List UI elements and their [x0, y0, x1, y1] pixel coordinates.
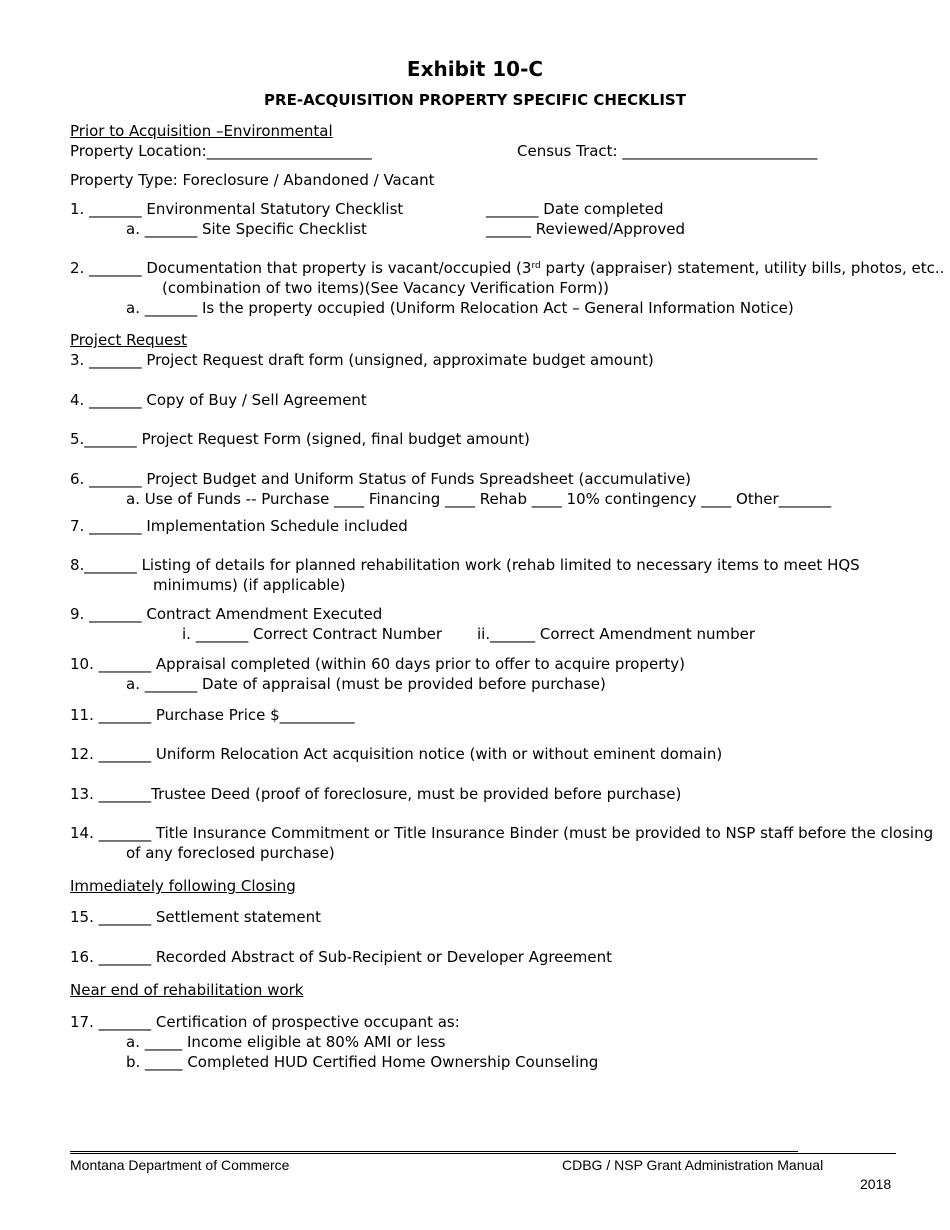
item-2-text-cont: party (appraiser) statement, utility bills, photos, etc..	[540, 259, 945, 277]
item-11: 11. _______ Purchase Price $__________	[70, 706, 355, 724]
item-17a: a. _____ Income eligible at 80% AMI or less	[126, 1033, 446, 1051]
item-2-continued: (combination of two items)(See Vacancy Verification Form))	[162, 279, 609, 297]
item-15: 15. _______ Settlement statement	[70, 908, 322, 926]
page-title: PRE-ACQUISITION PROPERTY SPECIFIC CHECKLIST	[264, 91, 686, 109]
item-12: 12. _______ Uniform Relocation Act acquisition notice (with or without eminent domain)	[70, 745, 723, 763]
item-3: 3. _______ Project Request draft form (unsigned, approximate budget amount)	[70, 351, 654, 369]
item-9i: i. _______ Correct Contract Number	[182, 625, 443, 643]
item-1a-reviewed: ______ Reviewed/Approved	[486, 220, 686, 238]
item-14: 14. _______ Title Insurance Commitment or Title Insurance Binder (must be provided to NSP staff before the closing	[70, 824, 934, 842]
property-location-field: Property Location:______________________	[70, 142, 372, 160]
item-1a: a. _______ Site Specific Checklist	[126, 220, 367, 238]
item-14-continued: of any foreclosed purchase)	[126, 844, 335, 862]
footer-year: 2018	[860, 1176, 892, 1192]
section-project-request: Project Request	[70, 331, 188, 349]
item-6a: a. Use of Funds -- Purchase ____ Financing ____ Rehab ____ 10% contingency ____ Other_______	[126, 490, 832, 508]
footer-rule-long	[70, 1153, 896, 1154]
item-13: 13. _______Trustee Deed (proof of foreclosure, must be provided before purchase)	[70, 785, 682, 803]
item-1-date-completed: _______ Date completed	[486, 200, 664, 218]
section-rehab: Near end of rehabilitation work	[70, 981, 304, 999]
item-9: 9. _______ Contract Amendment Executed	[70, 605, 383, 623]
item-8: 8._______ Listing of details for planned rehabilitation work (rehab limited to necessary items to meet HQS	[70, 556, 860, 574]
item-17b: b. _____ Completed HUD Certified Home Ownership Counseling	[126, 1053, 599, 1071]
item-17: 17. _______ Certification of prospective occupant as:	[70, 1013, 460, 1031]
exhibit-title: Exhibit 10-C	[406, 57, 544, 81]
item-1: 1. _______ Environmental Statutory Checklist	[70, 200, 404, 218]
section-closing: Immediately following Closing	[70, 877, 296, 895]
item-16: 16. _______ Recorded Abstract of Sub-Recipient or Developer Agreement	[70, 948, 612, 966]
item-5: 5._______ Project Request Form (signed, final budget amount)	[70, 430, 530, 448]
item-8-continued: minimums) (if applicable)	[153, 576, 346, 594]
item-2a: a. _______ Is the property occupied (Uniform Relocation Act – General Information Notice)	[126, 299, 794, 317]
item-2-superscript: rd	[531, 261, 541, 271]
item-4: 4. _______ Copy of Buy / Sell Agreement	[70, 391, 367, 409]
item-7: 7. _______ Implementation Schedule included	[70, 517, 408, 535]
section-environmental: Prior to Acquisition –Environmental	[70, 122, 333, 140]
footer-right: CDBG / NSP Grant Administration Manual	[562, 1157, 824, 1173]
item-10: 10. _______ Appraisal completed (within 60 days prior to offer to acquire property)	[70, 655, 685, 673]
item-6: 6. _______ Project Budget and Uniform Status of Funds Spreadsheet (accumulative)	[70, 470, 692, 488]
footer-left: Montana Department of Commerce	[70, 1157, 290, 1173]
item-2-text: 2. _______ Documentation that property is vacant/occupied (3	[70, 259, 532, 277]
item-2	[70, 259, 944, 277]
item-9ii: ii.______ Correct Amendment number	[477, 625, 756, 643]
census-tract-field: Census Tract: __________________________	[517, 142, 818, 160]
item-10a: a. _______ Date of appraisal (must be provided before purchase)	[126, 675, 606, 693]
footer-rule	[70, 1151, 798, 1152]
property-type-field: Property Type: Foreclosure / Abandoned / Vacant	[70, 171, 435, 189]
